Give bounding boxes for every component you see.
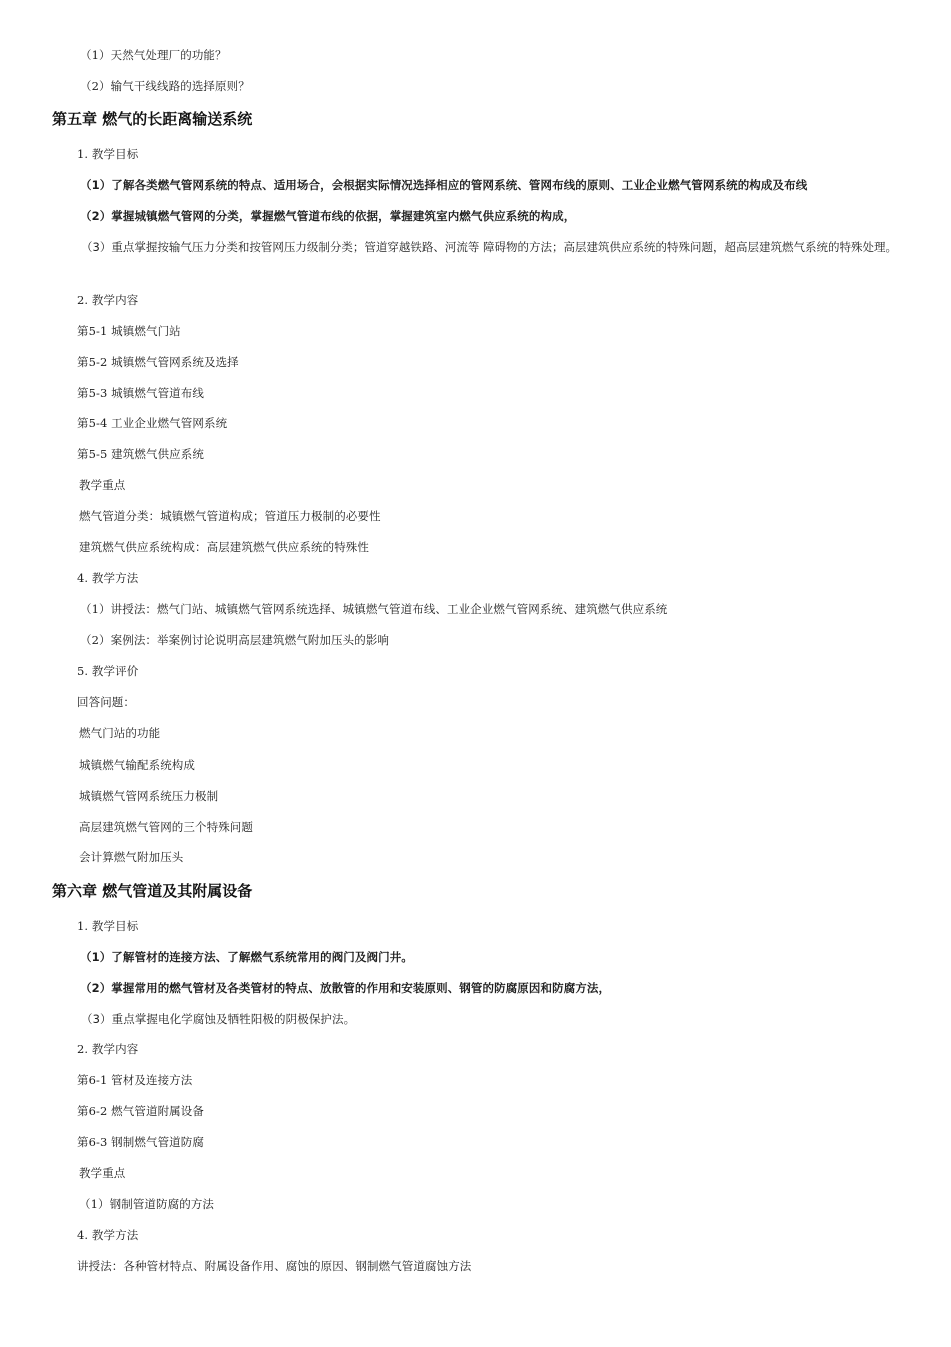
ch5-content-item: 第5-2 城镇燃气管网系统及选择 [77,355,239,369]
ch5-key-item: 燃气管道分类：城镇燃气管道构成；管道压力极制的必要性 [79,509,381,523]
ch6-method-heading: 4. 教学方法 [77,1228,139,1242]
ch6-key-item: （1）钢制管道防腐的方法 [79,1197,215,1211]
chapter-6-title: 第六章 燃气管道及其附属设备 [52,882,253,900]
ch6-goal-heading: 1. 教学目标 [77,919,139,933]
ch5-method-item: （1）讲授法：燃气门站、城镇燃气管网系统选择、城镇燃气管道布线、工业企业燃气管网系统、建筑燃气供应系统 [80,602,668,616]
ch6-content-item: 第6-1 管材及连接方法 [77,1073,193,1087]
ch6-content-item: 第6-2 燃气管道附属设备 [77,1104,204,1118]
ch5-content-item: 第5-5 建筑燃气供应系统 [77,447,204,461]
ch6-content-item: 第6-3 钢制燃气管道防腐 [77,1135,204,1149]
ch5-goal-2: （2）掌握城镇燃气管网的分类，掌握燃气管道布线的依据，掌握建筑室内燃气供应系统的构成， [80,209,576,223]
ch5-eval-heading: 5. 教学评价 [77,664,139,678]
ch5-content-item: 第5-3 城镇燃气管道布线 [77,386,204,400]
ch5-answer-item: 燃气门站的功能 [79,726,161,740]
ch5-content-heading: 2. 教学内容 [77,293,139,307]
ch6-key-heading: 教学重点 [79,1166,126,1180]
ch5-method-item: （2）案例法：举案例讨论说明高层建筑燃气附加压头的影响 [80,633,390,647]
ch5-content-item: 第5-4 工业企业燃气管网系统 [77,416,228,430]
ch5-key-item: 建筑燃气供应系统构成：高层建筑燃气供应系统的特殊性 [79,540,369,554]
ch5-method-heading: 4. 教学方法 [77,571,139,585]
ch5-answer-item: 会计算燃气附加压头 [79,850,184,864]
ch6-content-heading: 2. 教学内容 [77,1042,139,1056]
ch5-goal-heading: 1. 教学目标 [77,147,139,161]
ch5-answer-item: 城镇燃气输配系统构成 [79,758,195,772]
question-route-principle: （2）输气干线线路的选择原则？ [80,79,250,93]
ch5-content-item: 第5-1 城镇燃气门站 [77,324,181,338]
ch5-answer-item: 高层建筑燃气管网的三个特殊问题 [79,820,253,834]
ch6-goal-2: （2）掌握常用的燃气管材及各类管材的特点、放散管的作用和安装原则、钢管的防腐原因和防腐方法， [80,981,611,995]
ch6-goal-3: （3）重点掌握电化学腐蚀及牺牲阳极的阴极保护法。 [81,1012,356,1026]
ch5-goal-3: （3）重点掌握按输气压力分类和按管网压力级制分类；管道穿越铁路、河流等 障碍物的方法；高层建筑供应系统的特殊问题，超高层建筑燃气系统的特殊处理。 [81,240,897,254]
chapter-5-title: 第五章 燃气的长距离输送系统 [52,110,253,128]
ch5-answer-label: 回答问题： [77,695,135,709]
ch5-key-heading: 教学重点 [79,478,126,492]
question-plant-function: （1）天然气处理厂的功能？ [80,48,227,62]
ch5-goal-1: （1）了解各类燃气管网系统的特点、适用场合，会根据实际情况选择相应的管网系统、管网布线的原则、工业企业燃气管网系统的构成及布线 [80,178,808,192]
ch5-answer-item: 城镇燃气管网系统压力极制 [79,789,219,803]
ch6-goal-1: （1）了解管材的连接方法、了解燃气系统常用的阀门及阀门井。 [80,950,413,964]
ch6-method-item: 讲授法：各种管材特点、附属设备作用、腐蚀的原因、钢制燃气管道腐蚀方法 [77,1259,472,1273]
